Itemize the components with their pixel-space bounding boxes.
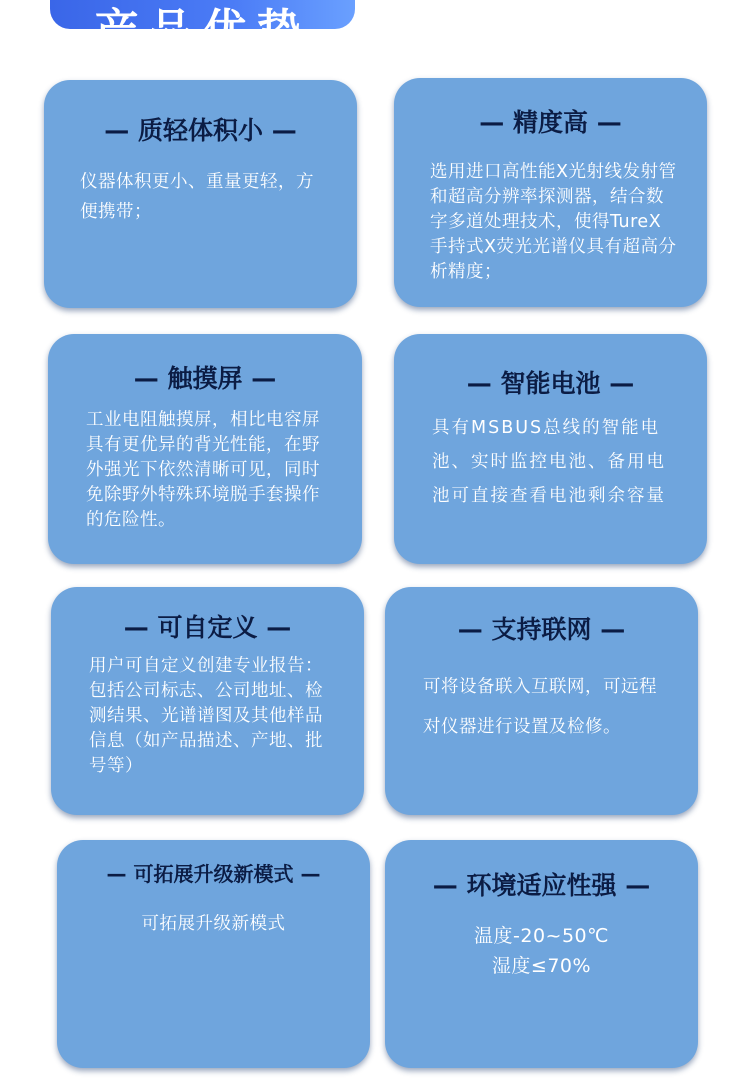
feature-card-precision	[394, 78, 707, 307]
feature-card-touchscreen	[48, 334, 362, 564]
card-description: 工业电阻触摸屏，相比电容屏具有更优异的背光性能，在野外强光下依然清晰可见，同时免除野外特殊环境脱手套操作的危险性。	[86, 410, 320, 530]
card-title: — 触摸屏 —	[133, 364, 277, 393]
card-description	[413, 921, 670, 981]
card-description: 选用进口高性能X光射线发射管和超高分辨率探测器，结合数字多道处理技术，使得TureX手持式X荧光光谱仪具有超高分析精度；	[430, 162, 677, 282]
card-title: — 智能电池 —	[466, 369, 635, 398]
card-title: — 可自定义 —	[123, 613, 292, 642]
feature-card-expandable	[57, 840, 370, 1068]
card-description: 具有MSBUS总线的智能电池、实时监控电池、备用电池可直接查看电池剩余容量	[432, 418, 666, 506]
card-title: — 精度高 —	[479, 108, 622, 137]
card-description: 可拓展升级新模式	[141, 914, 286, 934]
feature-card-environment	[385, 840, 698, 1068]
card-title: — 支持联网 —	[457, 615, 626, 644]
card-title: — 质轻体积小 —	[104, 116, 297, 145]
temperature-range: 温度-20~50℃	[474, 925, 609, 947]
card-title: — 可拓展升级新模式 —	[106, 862, 321, 886]
card-title: — 环境适应性强 —	[432, 871, 651, 900]
card-description: 可将设备联入互联网，可远程对仪器进行设置及检修。	[423, 677, 657, 737]
humidity-range: 湿度≤70%	[491, 955, 592, 977]
section-title: 产品优势	[94, 5, 311, 56]
feature-card-networking	[385, 587, 698, 815]
feature-card-lightweight	[44, 80, 357, 308]
feature-card-smart-battery	[394, 334, 707, 564]
feature-card-customizable	[51, 587, 364, 815]
card-description: 用户可自定义创建专业报告：包括公司标志、公司地址、检测结果、光谱谱图及其他样品信息（如产品描述、产地、批号等）	[89, 656, 323, 776]
section-header-banner	[50, 0, 355, 56]
card-description: 仪器体积更小、重量更轻，方便携带；	[80, 172, 314, 222]
